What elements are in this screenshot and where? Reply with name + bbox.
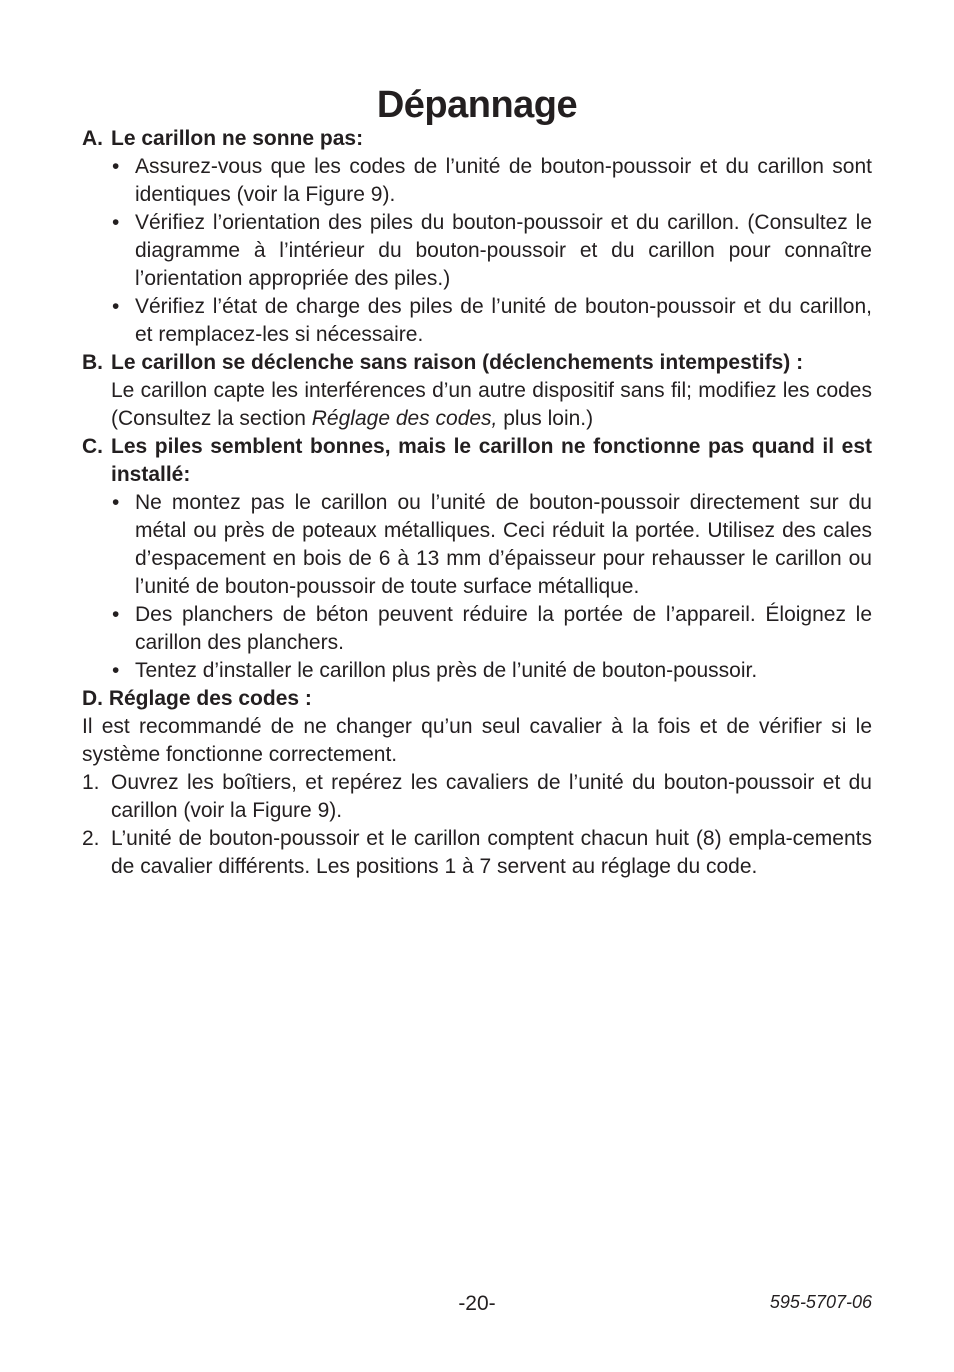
section-b-text: [82, 377, 872, 433]
bullet-text: Des planchers de béton peuvent réduire la portée de l’appareil. Éloignez le carillon des planchers.: [135, 603, 872, 654]
list-item: [82, 825, 872, 881]
list-item: [82, 489, 872, 601]
section-d-heading: D. Réglage des codes :: [82, 687, 312, 710]
bullet-icon: •: [112, 491, 120, 514]
page-number: -20-: [458, 1292, 496, 1315]
section-d-intro: Il est recommandé de ne changer qu’un seul cavalier à la fois et de vérifier si le système fonctionne correctement.: [82, 715, 872, 766]
section-b-text-start: Le carillon capte les interférences d’un autre dispositif sans fil; modifiez les codes (Consultez la section: [111, 379, 872, 430]
bullet-icon: •: [112, 659, 120, 682]
bullet-text: Assurez-vous que les codes de l’unité de bouton-poussoir et du carillon sont identiques (voir la Figure 9).: [135, 155, 872, 206]
step-text: L’unité de bouton-poussoir et le carillon comptent chacun huit (8) empla-cements de cavalier différents. Les positions 1 à 7 servent au réglage du code.: [111, 827, 872, 878]
step-text: Ouvrez les boîtiers, et repérez les cavaliers de l’unité du bouton-poussoir et du carillon (voir la Figure 9).: [111, 771, 872, 822]
list-item: [82, 657, 872, 685]
list-item: [82, 601, 872, 657]
section-a-letter: A.: [82, 127, 103, 150]
section-a-heading: [82, 125, 872, 153]
section-c-heading: [82, 433, 872, 489]
bullet-text: Vérifiez l’orientation des piles du bouton-poussoir et du carillon. (Consultez le diagramme à l’intérieur du bouton-poussoir et du carillon pour connaître l’orientation appropriée des piles.): [135, 211, 872, 290]
bullet-icon: •: [112, 155, 120, 178]
section-b-text-end: plus loin.): [497, 407, 594, 430]
section-a-title: Le carillon ne sonne pas:: [111, 127, 364, 150]
section-b-heading: [82, 349, 872, 377]
section-b-title: Le carillon se déclenche sans raison (déclenchements intempestifs) :: [111, 351, 804, 374]
document-body: [82, 125, 872, 881]
page-title: Dépannage: [376, 84, 578, 126]
document-code: 595-5707-06: [769, 1292, 872, 1312]
bullet-icon: •: [112, 603, 120, 626]
section-c-letter: C.: [82, 435, 103, 458]
step-number: 1.: [82, 771, 100, 794]
bullet-icon: •: [112, 295, 120, 318]
step-number: 2.: [82, 827, 100, 850]
section-c-title: Les piles semblent bonnes, mais le carillon ne fonctionne pas quand il est installé:: [111, 435, 872, 486]
bullet-text: Tentez d’installer le carillon plus près de l’unité de bouton-poussoir.: [135, 659, 758, 682]
section-reference: Réglage des codes,: [311, 407, 498, 430]
list-item: [82, 293, 872, 349]
bullet-text: Ne montez pas le carillon ou l’unité de bouton-poussoir directement sur du métal ou près de poteaux métalliques. Ceci réduit la portée. Utilisez des cales d’espacement en bois de 6 à 13 mm d’épaisseur pour rehausser le carillon ou l’unité de bouton-poussoir de toute surface métallique.: [135, 491, 872, 598]
bullet-text: Vérifiez l’état de charge des piles de l’unité de bouton-poussoir et du carillon, et remplacez-les si nécessaire.: [135, 295, 872, 346]
list-item: [82, 769, 872, 825]
list-item: [82, 209, 872, 293]
bullet-icon: •: [112, 211, 120, 234]
section-b-letter: B.: [82, 351, 103, 374]
list-item: [82, 153, 872, 209]
